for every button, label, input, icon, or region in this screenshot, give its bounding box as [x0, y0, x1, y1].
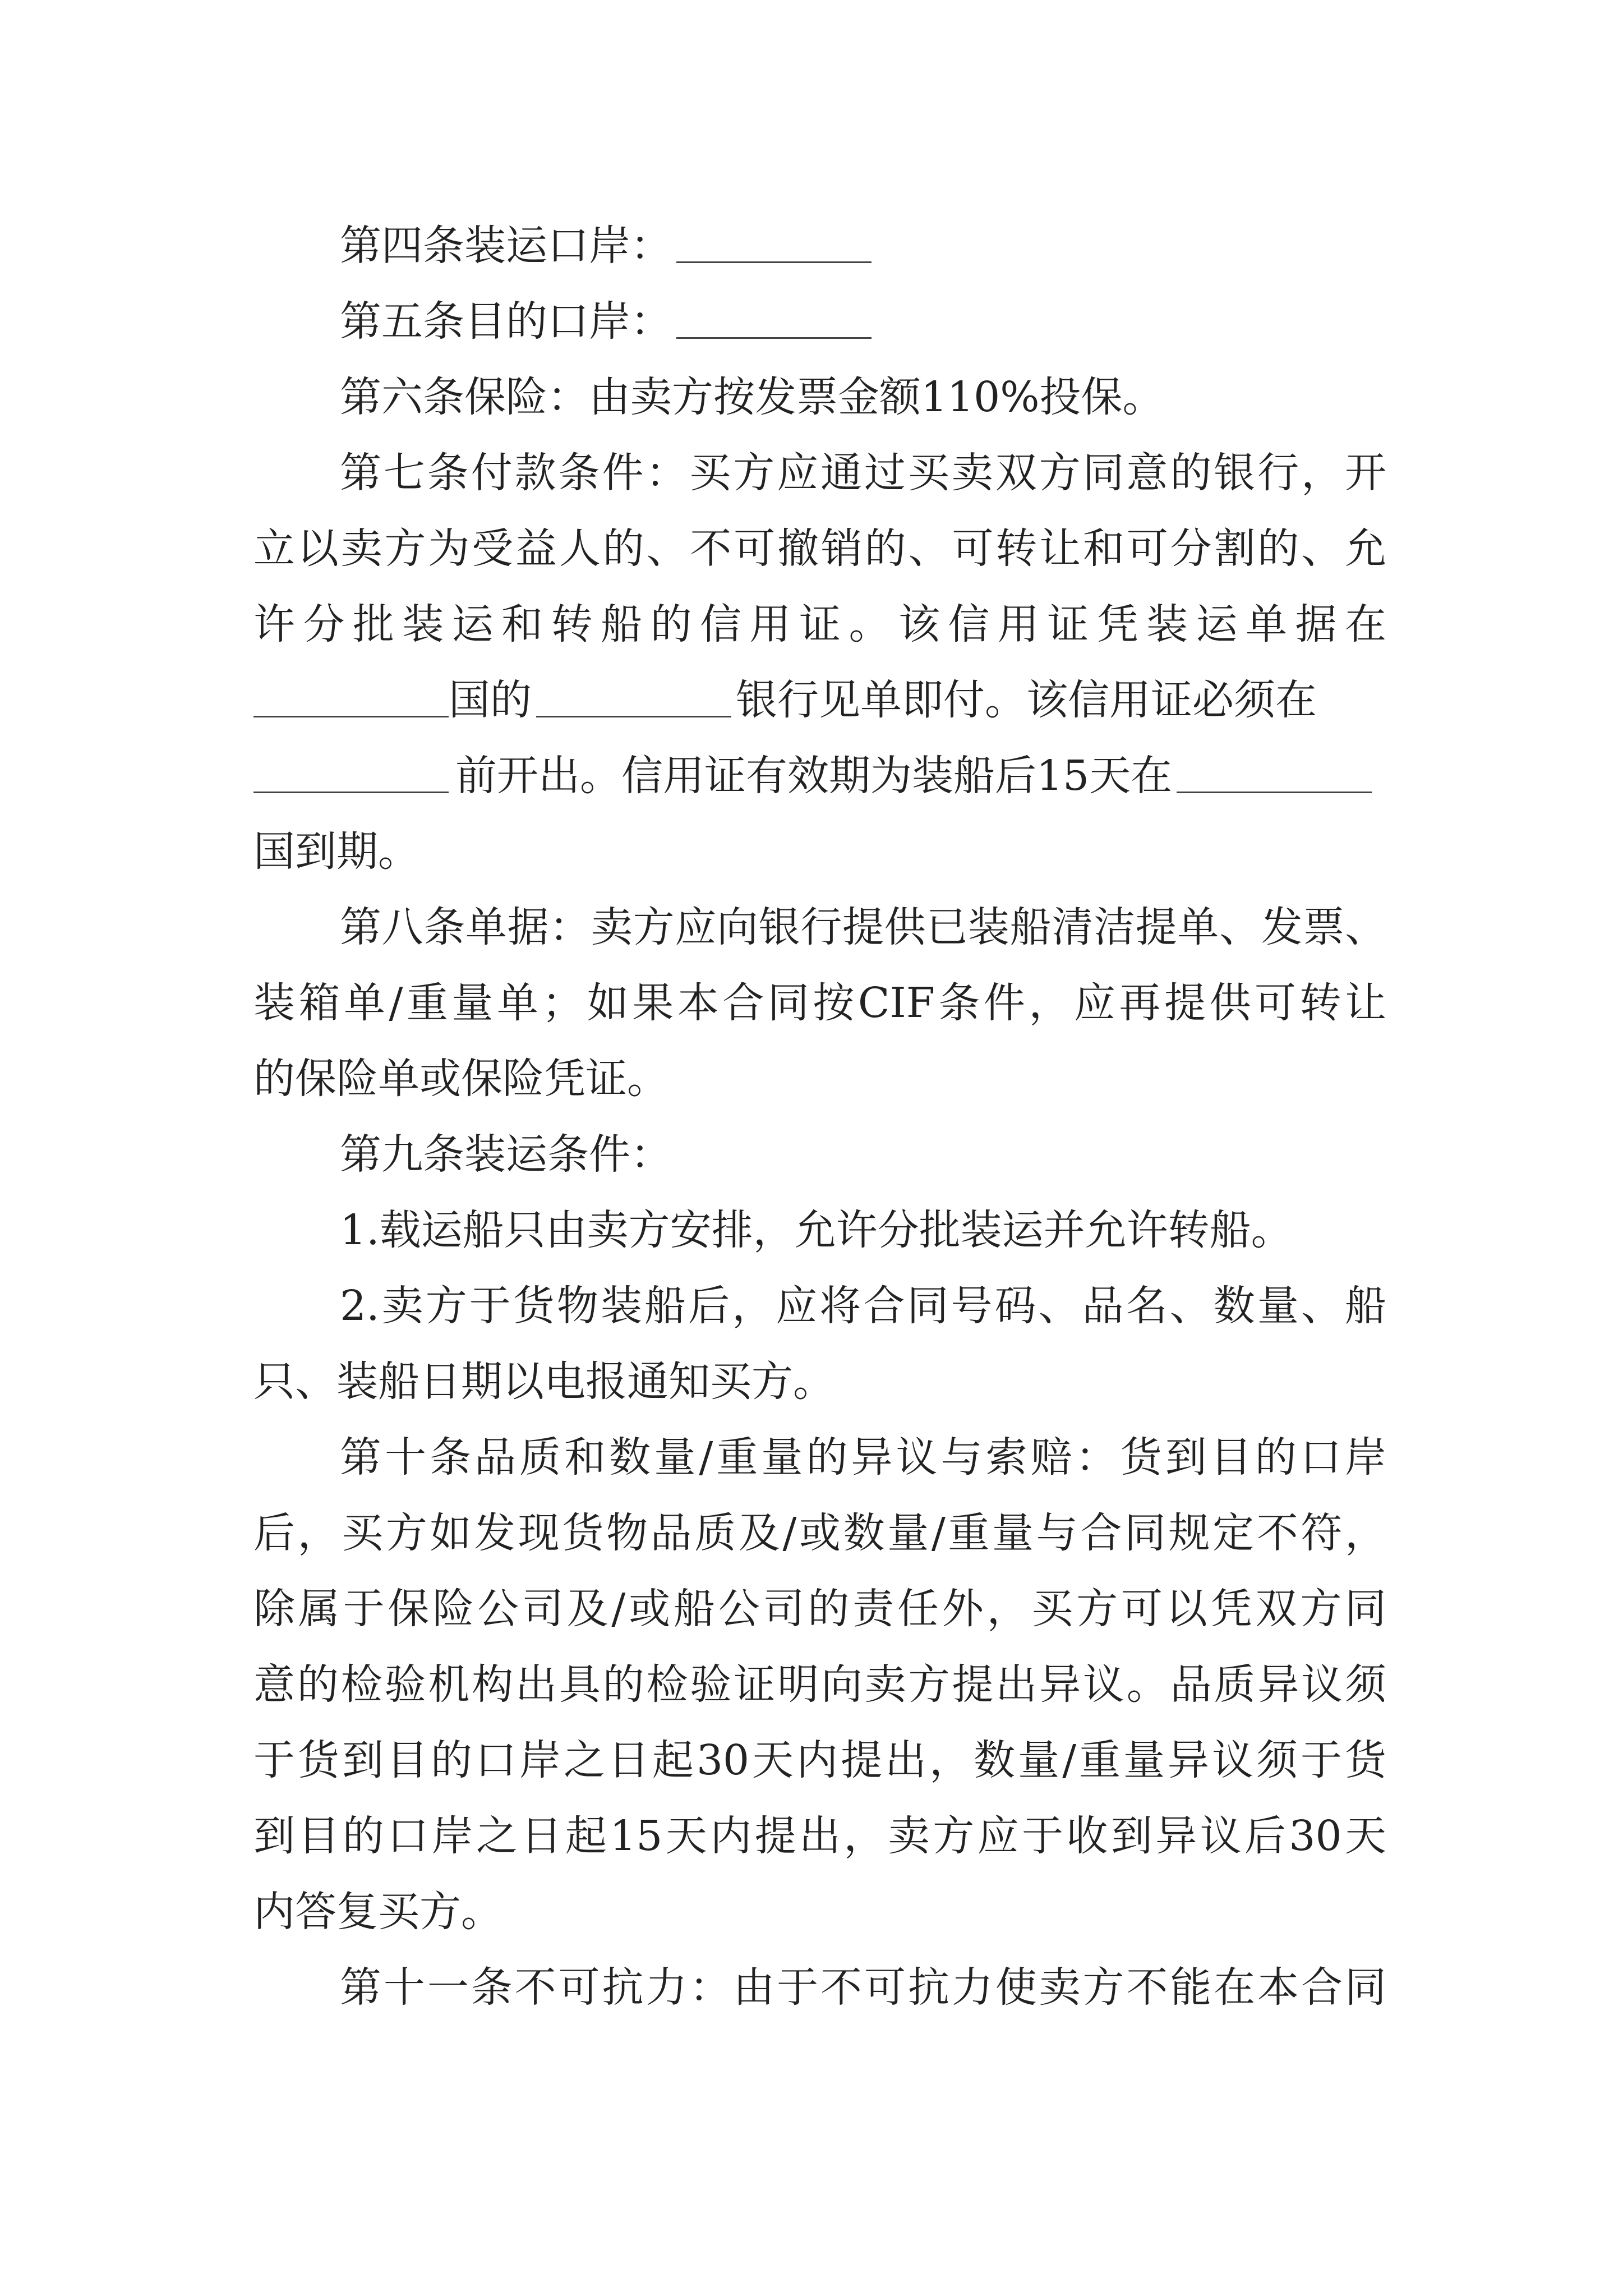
article-5-text: 第五条目的口岸： [340, 297, 672, 346]
article-8-line-2: 装箱单/重量单；如果本合同按CIF条件，应再提供可转让 [253, 979, 1386, 1027]
article-10-line-5: 于货到目的口岸之日起30天内提出，数量/重量异议须于货 [253, 1736, 1386, 1784]
article-4-text: 第四条装运口岸： [340, 222, 672, 270]
article-9-item-2-line-2: 只、装船日期以电报通知买方。 [253, 1358, 834, 1406]
article-10-line-6: 到目的口岸之日起15天内提出，卖方应于收到异议后30天 [253, 1812, 1386, 1860]
article-9-item-2-line-1: 2.卖方于货物装船后，应将合同号码、品名、数量、船 [340, 1282, 1386, 1330]
article-7-line-3: 许分批装运和转船的信用证。该信用证凭装运单据在 [253, 600, 1386, 648]
article-11-line-1: 第十一条不可抗力：由于不可抗力使卖方不能在本合同 [340, 1963, 1386, 2012]
article-10-line-3: 除属于保险公司及/或船公司的责任外，买方可以凭双方同 [253, 1585, 1386, 1633]
article-10-line-4: 意的检验机构出具的检验证明向卖方提出异议。品质异议须 [253, 1660, 1386, 1709]
article-8-line-3: 的保险单或保险凭证。 [253, 1055, 668, 1103]
destination-port-blank [676, 303, 872, 339]
article-9-title: 第九条装运条件： [340, 1130, 672, 1179]
article-4-line [340, 218, 1386, 274]
country-blank [253, 682, 449, 717]
article-7-line-6: 国到期。 [253, 827, 419, 876]
article-7-line-5 [253, 748, 1386, 804]
article-10-line-7: 内答复买方。 [253, 1888, 502, 1936]
article-7-line-4 [253, 672, 1386, 728]
article-5-line [340, 293, 1386, 349]
article-10-line-1: 第十条品质和数量/重量的异议与索赔：货到目的口岸 [340, 1433, 1386, 1481]
article-7-line-2: 立以卖方为受益人的、不可撤销的、可转让和可分割的、允 [253, 524, 1386, 573]
issue-date-blank [253, 758, 449, 793]
article-6-insurance: 第六条保险：由卖方按发票金额110%投保。 [340, 373, 1164, 421]
article-9-item-1: 1.载运船只由卖方安排，允许分批装运并允许转船。 [340, 1206, 1293, 1254]
article-7-validity-text: 前开出。信用证有效期为装船后15天在 [455, 752, 1173, 800]
article-7-country-text: 国的 [449, 676, 532, 724]
article-8-line-1: 第八条单据：卖方应向银行提供已装船清洁提单、发票、 [340, 903, 1386, 951]
article-7-line-1: 第七条付款条件：买方应通过买卖双方同意的银行，开 [340, 449, 1386, 497]
loading-port-blank [676, 228, 872, 263]
article-7-bank-text: 银行见单即付。该信用证必须在 [736, 676, 1317, 724]
article-10-line-2: 后，买方如发现货物品质及/或数量/重量与合同规定不符， [253, 1509, 1386, 1557]
expiry-country-blank [1177, 758, 1372, 793]
bank-blank [536, 682, 731, 717]
